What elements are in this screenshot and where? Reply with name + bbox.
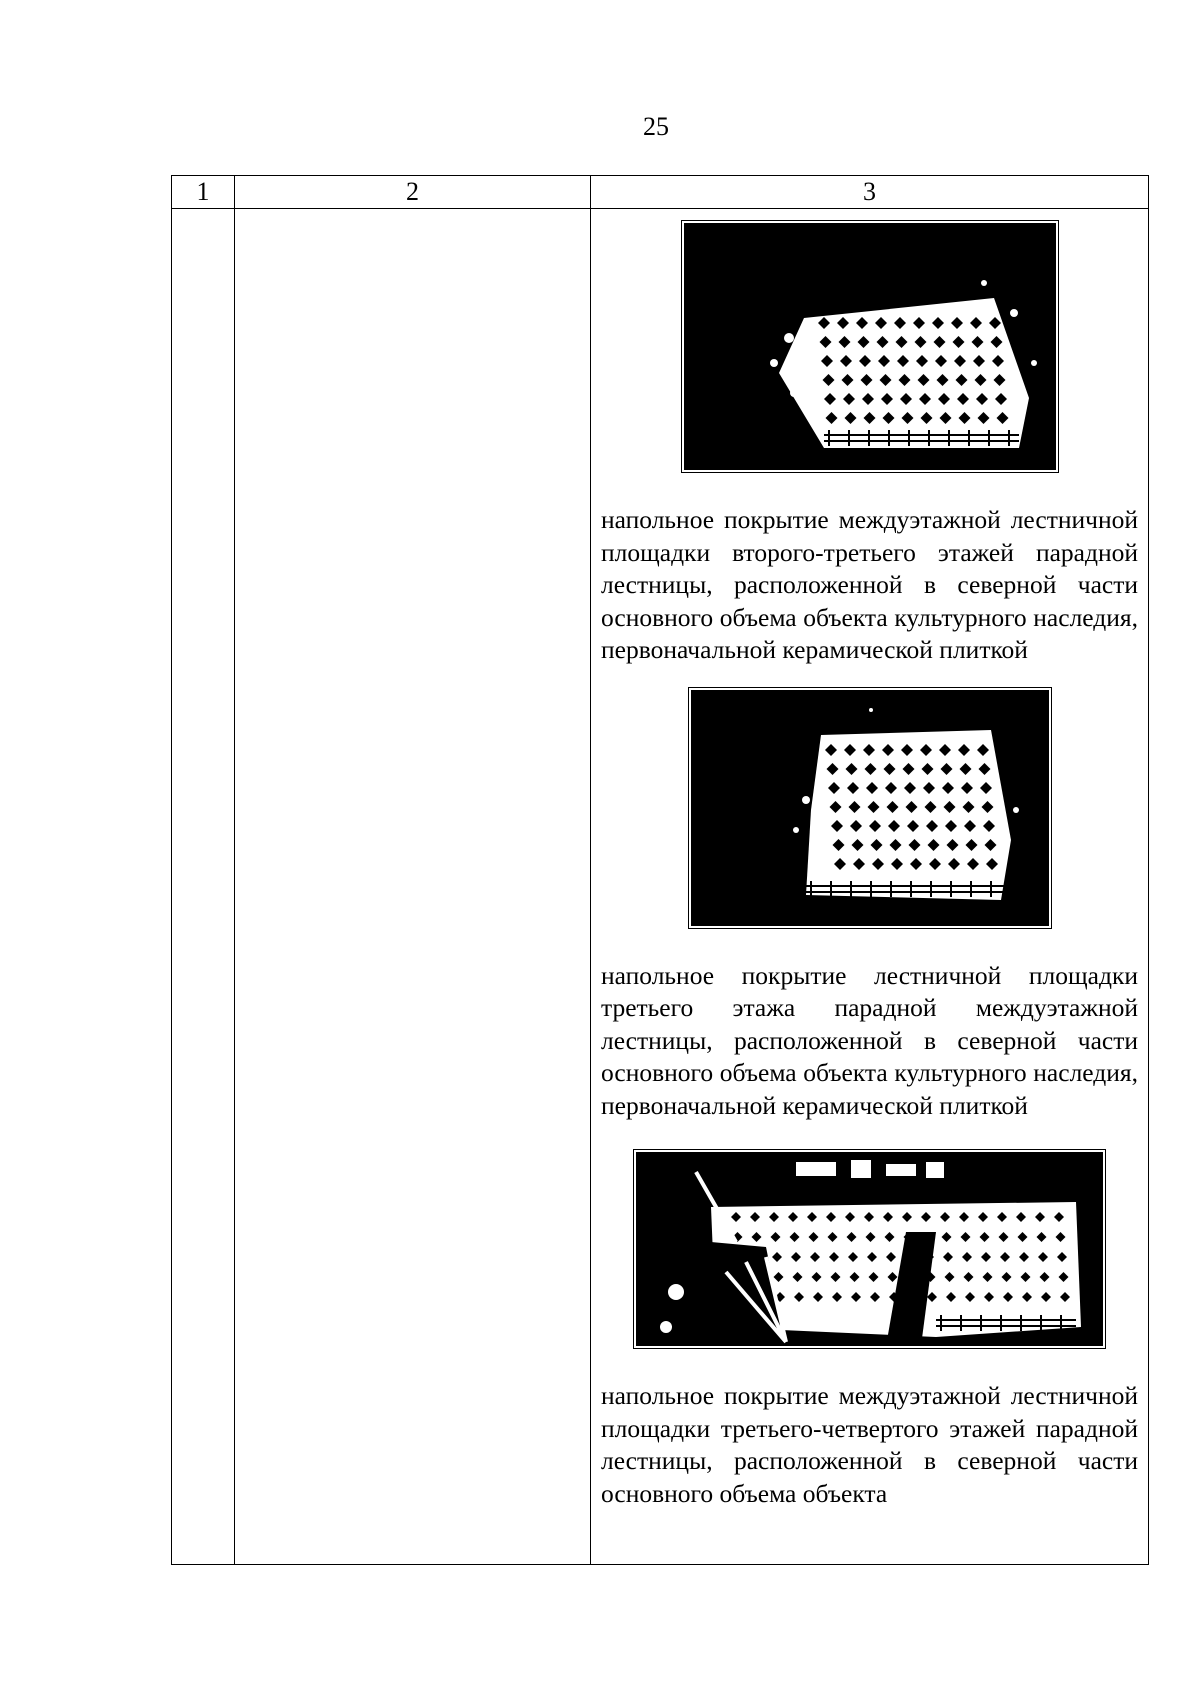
heritage-table — [171, 175, 1149, 1565]
photo-block — [601, 220, 1138, 478]
page-number: 25 — [643, 112, 669, 141]
photo-block — [601, 1149, 1138, 1354]
floor-photo-3-image — [636, 1152, 1103, 1346]
photo-caption: напольное покрытие междуэтажной лестничной площадки второго-третьего этажей парадной лестницы, расположенной в северной части основного объема объекта культурного наследия, первоначальной керамической плиткой — [601, 505, 1138, 664]
tiled-floor-photo — [681, 220, 1059, 473]
tiled-floor-photo — [633, 1149, 1106, 1349]
cell-column-1 — [172, 209, 235, 1565]
cell-column-2 — [235, 209, 591, 1565]
floor-photo-2-image — [691, 690, 1049, 926]
table-header-row — [172, 176, 1149, 209]
table-row — [172, 209, 1149, 1565]
column-header-3: 3 — [591, 176, 1149, 209]
photo-caption: напольное покрытие междуэтажной лестничной площадки третьего-четвертого этажей парадной лестницы, расположенной в северной части основного объема объекта — [601, 1381, 1138, 1508]
column-header-2: 2 — [235, 176, 591, 209]
cell-column-3 — [591, 209, 1149, 1565]
column-header-1: 1 — [172, 176, 235, 209]
floor-photo-1-image — [684, 223, 1056, 470]
photo-block — [601, 687, 1138, 934]
photo-caption: напольное покрытие лестничной площадки третьего этажа парадной междуэтажной лестницы, расположенной в северной части основного объема объекта культурного наследия, первоначальной керамической плиткой — [601, 960, 1138, 1120]
tiled-floor-photo — [688, 687, 1052, 929]
